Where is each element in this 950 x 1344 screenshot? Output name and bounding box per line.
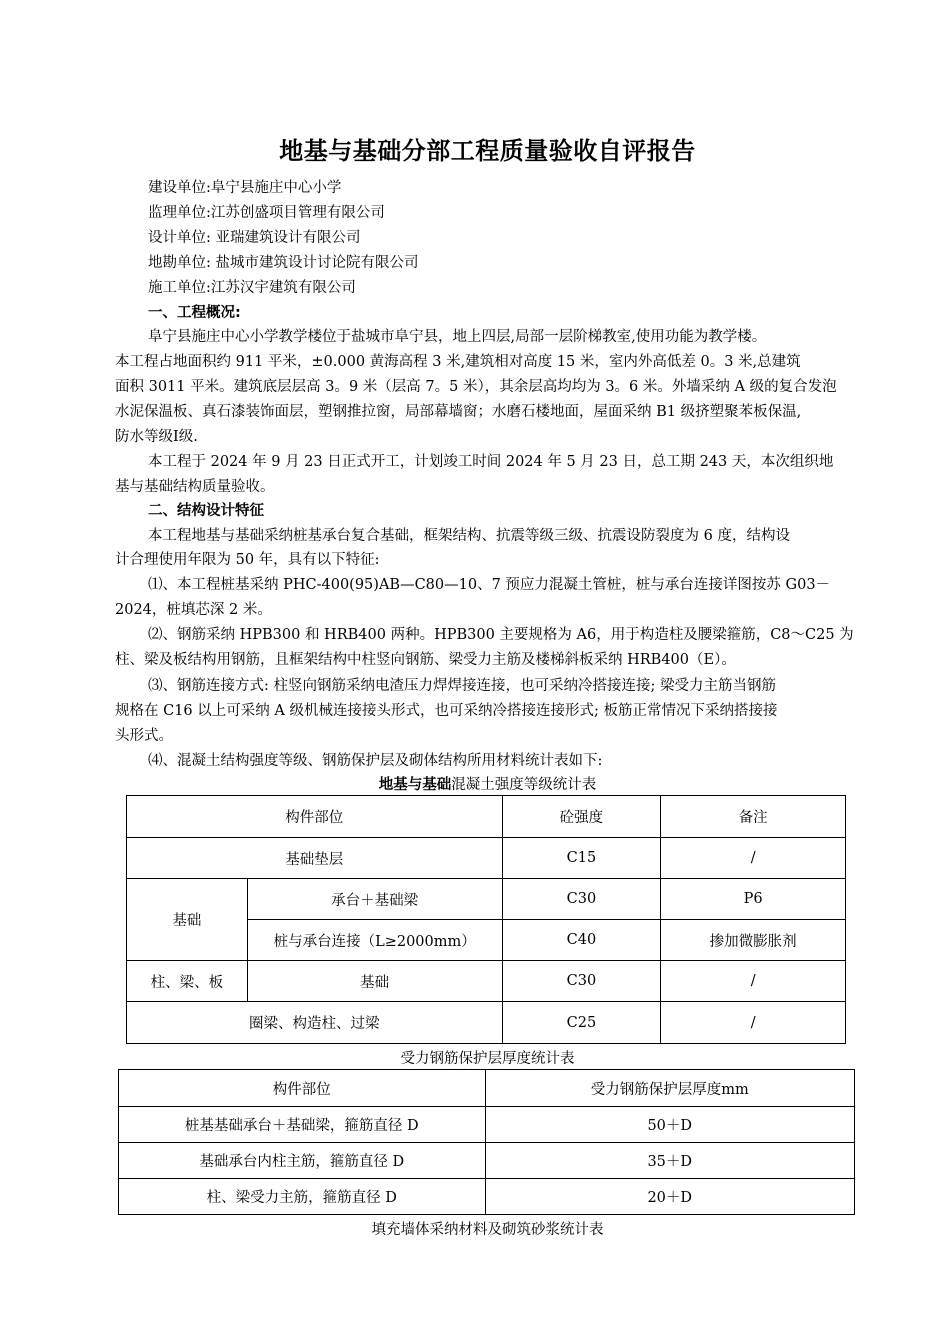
paragraph-line: 防水等级Ⅰ级. [115,429,198,445]
table-row [127,879,846,920]
table-cell: / [661,1002,846,1044]
table-cell: 50＋D [485,1107,855,1143]
table-cell: C40 [502,920,661,961]
paragraph-line: 本工程占地面积约 911 平米，±0.000 黄海高程 3 米,建筑相对高度 15 米，室内外高低差 0。3 米,总建筑 [115,354,801,370]
table-row [127,838,846,879]
contractor-unit: 施工单位:江苏汉宇建筑有限公司 [148,280,356,296]
table2-caption: 受力钢筋保护层厚度统计表 [400,1051,575,1067]
list-item: ⑴、本工程桩基采纳 PHC-400(95)AB—C80—10、7 预应力混凝土管桩，桩与承台连接详图按苏 G03－ [148,577,831,593]
survey-unit: 地勘单位: 盐城市建筑设计讨论院有限公司 [148,255,419,271]
table-cell: C30 [502,879,661,920]
design-unit: 设计单位: 亚瑞建筑设计有限公司 [148,230,361,246]
list-item: ⑵、钢筋采纳 HPB300 和 HRB400 两种。HPB300 主要规格为 A6，用于构造柱及腰梁箍筋，C8～C25 为 [148,627,854,643]
paragraph-line: 本工程于 2024 年 9 月 23 日正式开工，计划竣工时间 2024 年 5 月 23 日，总工期 243 天，本次组织地 [148,454,834,470]
table-cell: 基础承台内柱主筋，箍筋直径 D [119,1143,486,1179]
table-header-cell: 备注 [661,796,846,838]
list-item: 2024，桩填芯深 2 米。 [115,602,272,618]
table-row [119,1143,855,1179]
table-cell: C15 [502,838,661,879]
table-cell: 基础 [127,879,248,961]
paragraph-line: 基与基础结构质量验收。 [115,479,275,495]
table-cell: 柱、梁、板 [127,961,248,1002]
paragraph-line: 本工程地基与基础采纳桩基承台复合基础，框架结构、抗震等级三级、抗震设防裂度为 6 度，结构设 [148,528,790,544]
table-row [119,1070,855,1107]
paragraph-line: 计合理使用年限为 50 年，具有以下特征: [115,552,380,568]
table-cell: 桩基基础承台＋基础梁，箍筋直径 D [119,1107,486,1143]
table-cell: 基础 [247,961,502,1002]
table-header-cell: 构件部位 [119,1070,486,1107]
list-item: 头形式。 [115,728,173,744]
table-row [127,961,846,1002]
table-cell: 柱、梁受力主筋，箍筋直径 D [119,1179,486,1215]
table1-caption [0,773,950,794]
table-cell: / [661,838,846,879]
table-cell: 35＋D [485,1143,855,1179]
table3-caption: 填充墙体采纳材料及砌筑砂浆统计表 [371,1222,604,1238]
table-cell: / [661,961,846,1002]
table-cell: C30 [502,961,661,1002]
paragraph-line: 水泥保温板、真石漆装饰面层，塑钢推拉窗，局部幕墙窗；水磨石楼地面，屋面采纳 B1 级挤塑聚苯板保温, [115,404,802,420]
page-title: 地基与基础分部工程质量验收自评报告 [279,137,696,165]
paragraph-line: 阜宁县施庄中心小学教学楼位于盐城市阜宁县，地上四层,局部一层阶梯教室,使用功能为教学楼。 [148,329,767,345]
table-header-cell: 砼强度 [502,796,661,838]
table-row [119,1179,855,1215]
list-item: 柱、梁及板结构用钢筋，且框架结构中柱竖向钢筋、梁受力主筋及楼梯斜板采纳 HRB400（E）。 [115,652,736,668]
table-cell: 桩与承台连接（L≥2000mm） [247,920,502,961]
table-cell: P6 [661,879,846,920]
table-cell: 基础垫层 [127,838,503,879]
section1-heading: 一、工程概况: [148,305,241,321]
table-row [127,796,846,838]
table-header-cell: 构件部位 [127,796,503,838]
paragraph-line: 面积 3011 平米。建筑底层层高 3。9 米（层高 7。5 米），其余层高均均为 3。6 米。外墙采纳 A 级的复合发泡 [115,379,837,395]
table1-caption-bold: 地基与基础 [378,777,452,793]
list-item: 规格在 C16 以上可采纳 A 级机械连接接头形式，也可采纳冷搭接连接形式; 板筋正常情况下采纳搭接接 [115,703,778,719]
list-item: ⑷、混凝土结构强度等级、钢筋保护层及砌体结构所用材料统计表如下: [148,753,603,769]
section2-heading: 二、结构设计特征 [148,503,264,519]
supervision-unit: 监理单位:江苏创盛项目管理有限公司 [148,205,385,221]
table1-caption-rest: 混凝土强度等级统计表 [451,777,597,793]
table-header-cell: 受力钢筋保护层厚度mm [485,1070,855,1107]
concrete-grade-table [126,795,846,1044]
table-cell: C25 [502,1002,661,1044]
table-cell: 承台＋基础梁 [247,879,502,920]
table-row [127,1002,846,1044]
table-row [119,1107,855,1143]
table-cell: 掺加微膨胀剂 [661,920,846,961]
table-cell: 20＋D [485,1179,855,1215]
list-item: ⑶、钢筋连接方式: 柱竖向钢筋采纳电渣压力焊焊接连接，也可采纳冷搭接连接; 梁受力主筋当钢筋 [148,678,776,694]
rebar-cover-table [118,1069,855,1215]
construction-unit: 建设单位:阜宁县施庄中心小学 [148,180,342,196]
table-cell: 圈梁、构造柱、过梁 [127,1002,503,1044]
